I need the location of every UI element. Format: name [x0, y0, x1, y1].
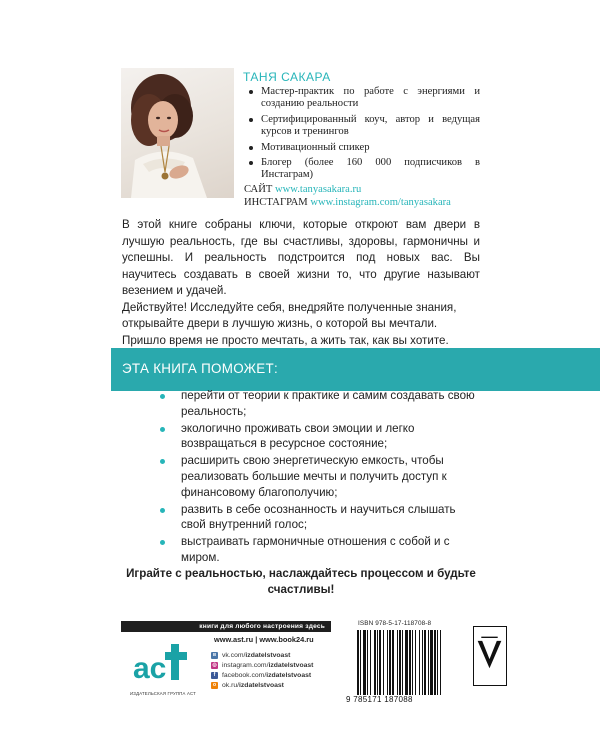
barcode-icon: [355, 630, 471, 697]
social-link-odnoklassniki[interactable]: [211, 680, 313, 690]
author-site-line: [244, 184, 361, 195]
publisher-caption: ИЗДАТЕЛЬСКАЯ ГРУППА АСТ: [130, 691, 196, 696]
description-paragraph: Действуйте! Исследуйте себя, внедряйте полученные знания, открывайте двери в лучшую жизнь, о которой вы мечтали.: [122, 300, 457, 330]
v-logo-icon: [473, 626, 507, 686]
publisher-slogan: книги для любого настроения здесь: [121, 621, 331, 632]
closing-call-to-action: Играйте с реальностью, наслаждайтесь процессом и будьте счастливы!: [126, 567, 476, 596]
social-prefix: vk.com/: [222, 651, 246, 659]
social-link-instagram[interactable]: [211, 660, 313, 670]
vk-icon: в: [212, 651, 217, 658]
social-link-vk[interactable]: [211, 650, 313, 660]
instagram-label: ИНСТАГРАМ: [244, 197, 308, 208]
author-credential-item: Мотивационный спикер: [244, 142, 480, 154]
site-link[interactable]: www.tanyasakara.ru: [274, 184, 362, 195]
author-credentials-list: [244, 86, 480, 185]
benefit-item: перейти от теории к практике и самим создавать свою реальность;: [160, 388, 480, 420]
author-credential-item: Мастер-практик по работе с энергиями и созданию реальности: [244, 86, 480, 111]
social-links: [211, 650, 313, 690]
site-label: САЙТ: [244, 184, 273, 195]
ast-logo-icon: [131, 636, 193, 686]
author-instagram-line: [244, 197, 451, 208]
benefits-list: [160, 388, 480, 567]
social-handle: izdatelstvoast: [268, 661, 314, 669]
author-name: ТАНЯ САКАРА: [243, 70, 331, 84]
benefits-heading: ЭТА КНИГА ПОМОЖЕТ:: [122, 361, 279, 376]
social-handle: izdatelstvoast: [239, 681, 284, 689]
book-description: [122, 217, 480, 349]
benefit-item: развить в себе осознанность и научиться слышать свой внутренний голос;: [160, 502, 480, 534]
benefit-item: выстраивать гармоничные отношения с собой и с миром.: [160, 534, 480, 566]
barcode-digits: 9 785171 187088: [346, 695, 413, 704]
social-prefix: instagram.com/: [222, 661, 269, 669]
benefit-item: экологично проживать свои эмоции и легко возвращаться в ресурсное состояние;: [160, 421, 480, 453]
benefit-item: расширить свою энергетическую емкость, чтобы реализовать большие мечты и получить доступ к финансовому благополучию;: [160, 453, 480, 500]
social-handle: izdatelstvoast: [266, 671, 312, 679]
benefits-banner: [111, 348, 600, 391]
instagram-icon: ◎: [212, 661, 217, 668]
social-prefix: facebook.com/: [222, 671, 267, 679]
facebook-icon: f: [211, 672, 218, 679]
author-photo: [121, 68, 234, 198]
author-credential-item: Блогер (более 160 000 подписчиков в Инстаграм): [244, 157, 480, 182]
isbn-number: ISBN 978-5-17-118708-8: [358, 620, 432, 627]
shop-links[interactable]: www.ast.ru | www.book24.ru: [214, 635, 314, 644]
author-credential-item: Сертифицированный коуч, автор и ведущая курсов и тренингов: [244, 114, 480, 139]
description-paragraph: Пришло время не просто мечтать, а жить так, как вы хотите.: [122, 333, 449, 347]
odnoklassniki-icon: о: [212, 681, 217, 688]
social-handle: izdatelstvoast: [245, 651, 291, 659]
svg-text:ac: ac: [133, 652, 167, 685]
instagram-link[interactable]: www.instagram.com/tanyasakara: [310, 197, 451, 208]
description-paragraph: В этой книге собраны ключи, которые откроют вам двери в лучшую реальность, где вы счастливы, здоровы, гармоничны и успешны. И реальность подстроится под новых вас. Вы научитесь создавать в своей жизни то, что другие называют везением и удачей.: [122, 218, 480, 297]
social-link-facebook[interactable]: [211, 670, 313, 680]
social-prefix: ok.ru/: [222, 681, 239, 689]
